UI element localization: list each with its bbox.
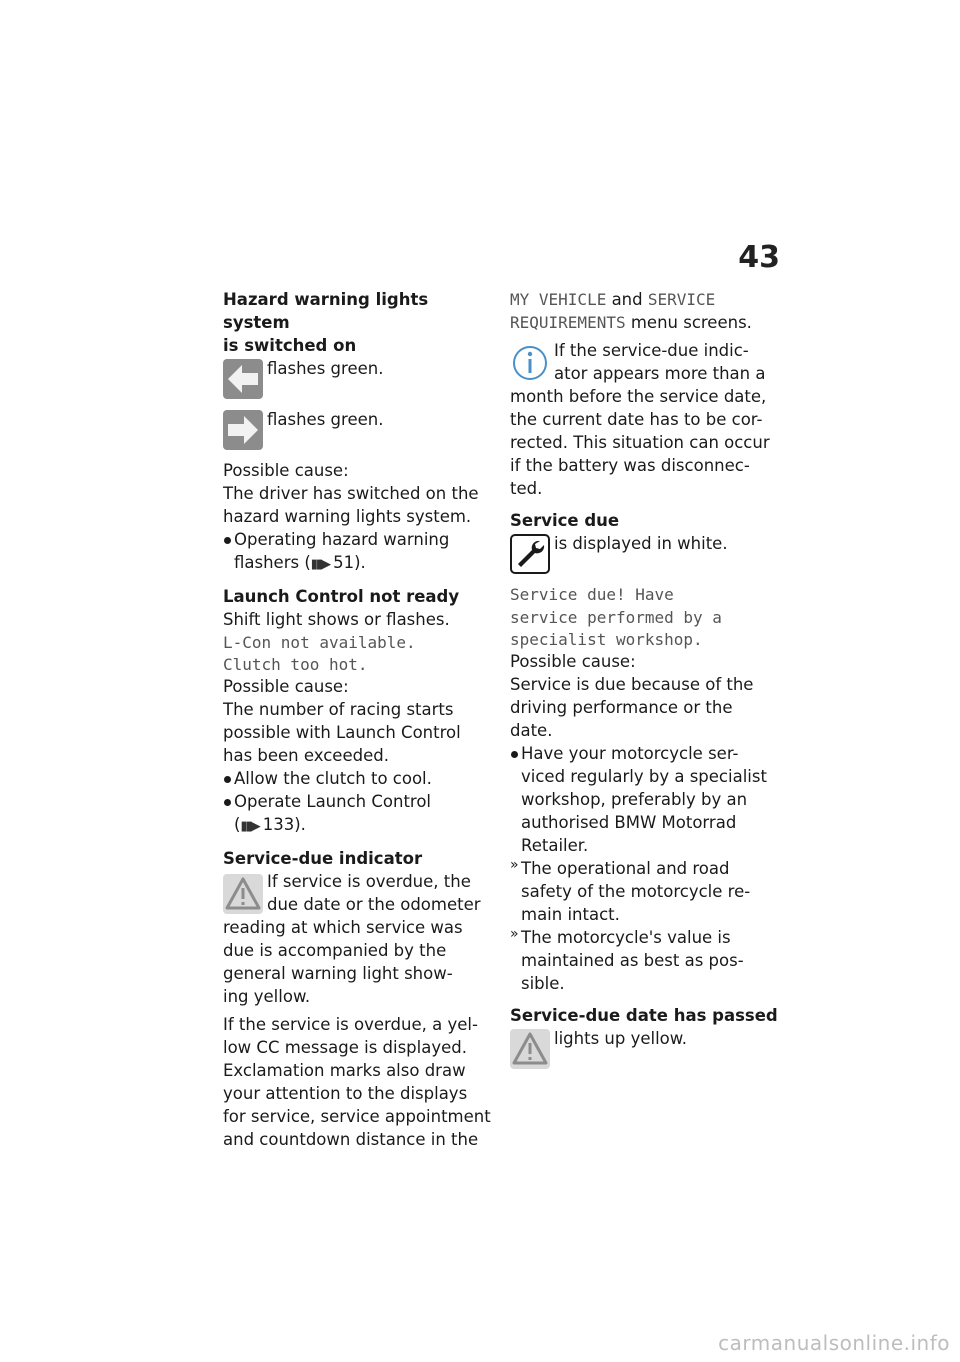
menu-line2 <box>510 311 782 334</box>
service-due-bullet <box>510 742 782 857</box>
note-line5: rected. This situation can occur <box>510 433 770 452</box>
service-indicator-para2-line1: If the service is overdue, a yel- <box>223 1015 478 1034</box>
menu-screens: menu screens. <box>625 313 752 332</box>
info-icon <box>510 343 550 383</box>
hazard-bullet <box>223 528 495 576</box>
service-indicator-line1: If service is overdue, the <box>267 872 471 891</box>
service-due-mono3: specialist workshop. <box>510 630 703 649</box>
launch-bullet-2 <box>223 790 495 838</box>
watermark: carmanualsonline.info <box>718 1331 950 1355</box>
right-turn-row <box>223 408 495 454</box>
service-due-result-2 <box>510 926 782 995</box>
service-due-section <box>510 509 782 995</box>
left-turn-row <box>223 357 495 403</box>
note-line7: ted. <box>510 479 543 498</box>
service-passed-section <box>510 1004 782 1073</box>
service-due-mono2: service performed by a <box>510 608 722 627</box>
hazard-heading-line2: is switched on <box>223 336 357 355</box>
launch-line1: Shift light shows or flashes. <box>223 610 450 629</box>
result-mark: » <box>510 857 519 873</box>
left-column <box>223 288 495 1151</box>
service-due-icon-row <box>510 532 782 578</box>
service-due-cause-line1: Service is due because of the <box>510 675 754 694</box>
result1-line2: safety of the motorcycle re- <box>521 882 751 901</box>
service-indicator-line6: ing yellow. <box>223 987 311 1006</box>
hazard-bullet-line2: flashers ( <box>234 553 311 572</box>
result2-line1: The motorcycle's value is <box>521 928 731 947</box>
service-due-icon-text: is displayed in white. <box>554 534 728 553</box>
hazard-heading-line1: Hazard warning lights system <box>223 290 429 332</box>
menu-and: and <box>606 290 648 309</box>
right-turn-text: flashes green. <box>267 410 384 429</box>
launch-bullet1: Allow the clutch to cool. <box>234 769 432 788</box>
service-due-bullet-line5: Retailer. <box>521 836 589 855</box>
menu-line1 <box>510 288 782 311</box>
page-reference-icon: ▮▮▶ <box>240 819 259 834</box>
page-reference-icon: ▮▮▶ <box>310 557 330 572</box>
info-note <box>510 339 782 500</box>
result1-line3: main intact. <box>521 905 620 924</box>
service-due-bullet-line3: workshop, preferably by an <box>521 790 748 809</box>
hazard-bullet-line1: Operating hazard warning <box>234 530 450 549</box>
launch-mono2: Clutch too hot. <box>223 655 368 674</box>
service-due-heading: Service due <box>510 511 620 530</box>
hazard-cause-label: Possible cause: <box>223 461 349 480</box>
launch-cause-line1: The number of racing starts <box>223 700 454 719</box>
service-due-cause-line3: date. <box>510 721 553 740</box>
result1-line1: The operational and road <box>521 859 730 878</box>
general-warning-icon <box>510 1029 550 1069</box>
service-indicator-para2-line2: low CC message is displayed. <box>223 1038 467 1057</box>
service-due-bullet-line4: authorised BMW Motorrad <box>521 813 737 832</box>
service-indicator-para2-line6: and countdown distance in the <box>223 1130 479 1149</box>
launch-cause-line3: has been exceeded. <box>223 746 389 765</box>
service-passed-heading: Service-due date has passed <box>510 1006 778 1025</box>
note-line6: if the battery was disconnec- <box>510 456 750 475</box>
note-line2: ator appears more than a <box>554 364 766 383</box>
service-indicator-para2-line3: Exclamation marks also draw <box>223 1061 466 1080</box>
menu-requirements: REQUIREMENTS <box>510 313 626 332</box>
left-turn-text: flashes green. <box>267 359 384 378</box>
service-due-bullet-line2: viced regularly by a specialist <box>521 767 767 786</box>
hazard-bullet-ref[interactable]: 51). <box>333 553 366 572</box>
launch-heading: Launch Control not ready <box>223 587 460 606</box>
result2-line2: maintained as best as pos- <box>521 951 744 970</box>
service-indicator-line2: due date or the odometer <box>267 895 481 914</box>
launch-cause-line2: possible with Launch Control <box>223 723 461 742</box>
launch-bullet2-pre: ( <box>234 815 241 834</box>
service-indicator-heading: Service-due indicator <box>223 849 423 868</box>
menu-service: SERVICE <box>647 290 716 309</box>
launch-bullet-1 <box>223 767 495 790</box>
result2-line3: sible. <box>521 974 565 993</box>
left-turn-indicator-icon <box>223 359 263 399</box>
service-indicator-line5: general warning light show- <box>223 964 453 983</box>
service-indicator-line3: reading at which service was <box>223 918 463 937</box>
service-due-cause-label: Possible cause: <box>510 652 636 671</box>
service-due-result-1 <box>510 857 782 926</box>
note-line4: the current date has to be cor- <box>510 410 763 429</box>
general-warning-icon <box>223 874 263 914</box>
service-indicator-line4: due is accompanied by the <box>223 941 447 960</box>
menu-my-vehicle: MY VEHICLE <box>510 290 607 309</box>
wrench-icon <box>510 534 550 574</box>
hazard-cause-line1: The driver has switched on the <box>223 484 479 503</box>
service-indicator-section <box>223 847 495 1151</box>
service-due-mono1: Service due! Have <box>510 585 674 604</box>
launch-cause-label: Possible cause: <box>223 677 349 696</box>
page-number: 43 <box>738 240 780 275</box>
service-due-bullet-line1: Have your motorcycle ser- <box>521 744 739 763</box>
note-line3: month before the service date, <box>510 387 767 406</box>
hazard-section <box>223 288 495 576</box>
service-due-cause-line2: driving performance or the <box>510 698 733 717</box>
right-turn-indicator-icon <box>223 410 263 450</box>
service-indicator-para2-line4: your attention to the displays <box>223 1084 468 1103</box>
note-line1: If the service-due indic- <box>554 341 749 360</box>
result-mark: » <box>510 926 519 942</box>
service-indicator-para2-line5: for service, service appointment <box>223 1107 491 1126</box>
launch-bullet2-line1: Operate Launch Control <box>234 792 432 811</box>
launch-mono1: L-Con not available. <box>223 633 416 652</box>
right-column <box>510 288 782 1073</box>
hazard-cause-line2: hazard warning lights system. <box>223 507 472 526</box>
service-passed-icon-row <box>510 1027 782 1073</box>
launch-section <box>223 585 495 838</box>
launch-bullet2-ref[interactable]: 133). <box>262 815 306 834</box>
service-passed-icon-text: lights up yellow. <box>554 1029 687 1048</box>
